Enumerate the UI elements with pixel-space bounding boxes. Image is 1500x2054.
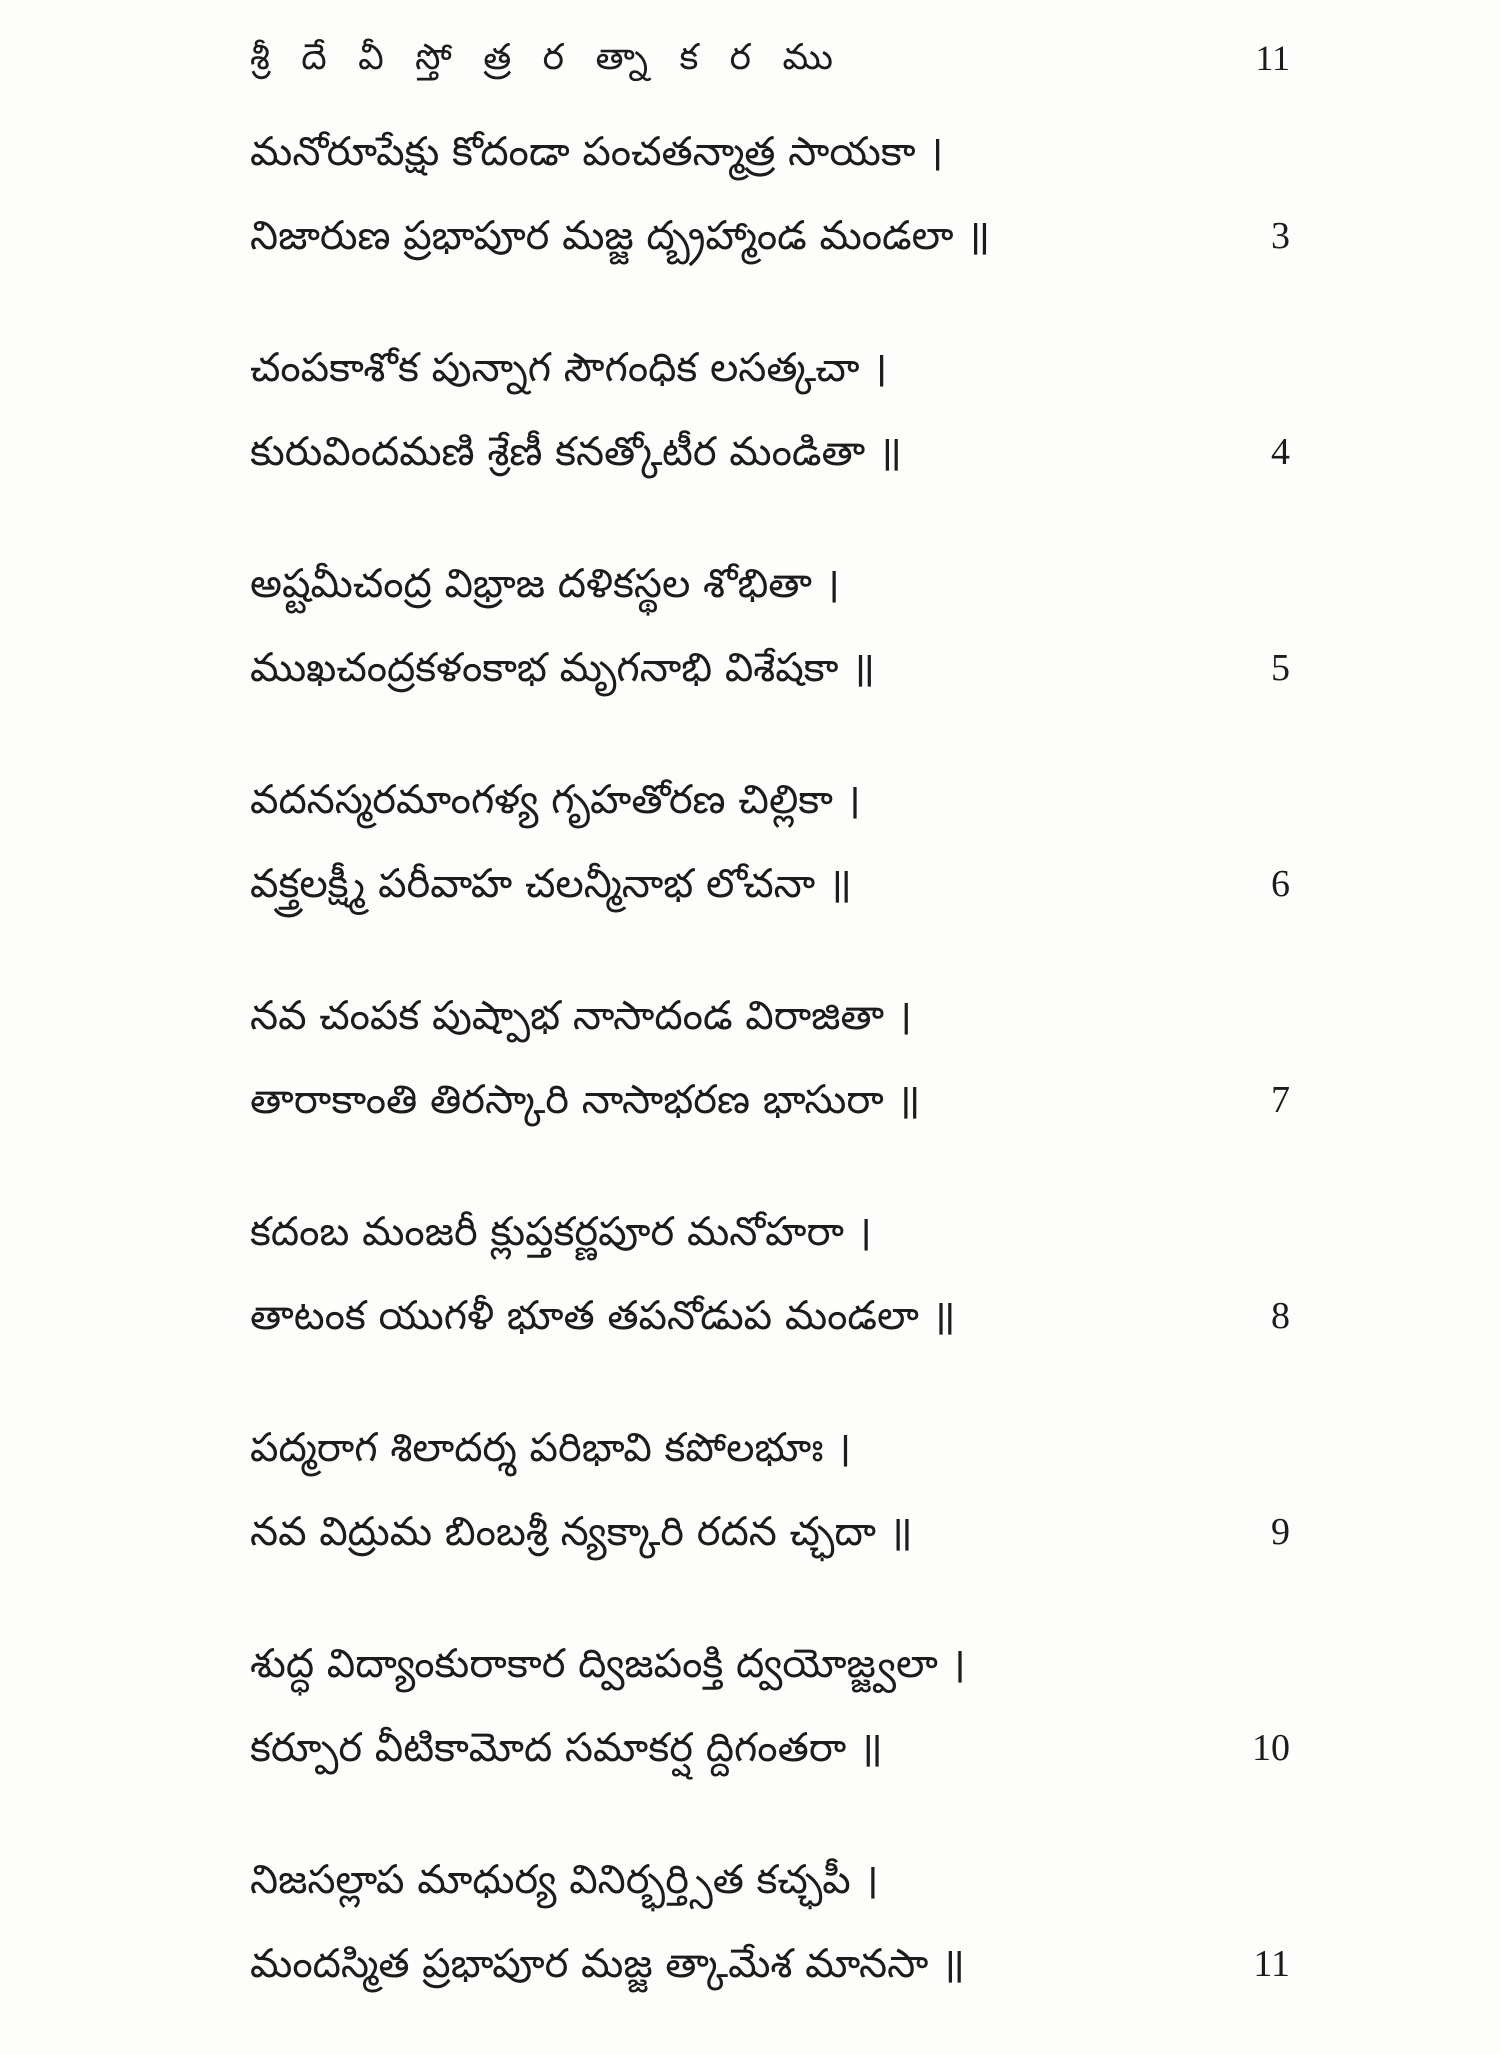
verse-3 — [250, 110, 1290, 326]
verse-line: కురువిందమణి శ్రేణీ కనత్కోటీర మండితా ॥ — [250, 429, 902, 475]
verse-line: అష్టమీచంద్ర విభ్రాజ దళికస్థల శోభితా । — [250, 561, 840, 607]
verse-line: నవ విద్రుమ బింబశ్రీ న్యక్కారి రదన చ్ఛదా ॥ — [250, 1509, 913, 1555]
verse-5 — [250, 542, 1290, 758]
verse-line: తాటంక యుగళీ భూత తపనోడుప మండలా ॥ — [250, 1293, 956, 1339]
verse-line: వక్త్రలక్ష్మీ పరీవాహ చలన్మీనాభ లోచనా ॥ — [250, 861, 852, 907]
verse-number: 8 — [1271, 1295, 1290, 1337]
verse-number: 10 — [1252, 1727, 1290, 1769]
verse-line: పద్మరాగ శిలాదర్శ పరిభావి కపోలభూః । — [250, 1425, 852, 1471]
verse-number: 7 — [1271, 1079, 1290, 1121]
verse-line: శుద్ధ విద్యాంకురాకార ద్విజపంక్తి ద్వయోజ్జ్వలా । — [250, 1641, 966, 1687]
verse-6 — [250, 758, 1290, 974]
verse-line: నిజారుణ ప్రభాపూర మజ్జ ద్బ్రహ్మాండ మండలా ॥ — [250, 213, 991, 259]
verse-10 — [250, 1622, 1290, 1838]
verse-4 — [250, 326, 1290, 542]
verse-number: 4 — [1271, 431, 1290, 473]
verse-line: మనోరూపేక్షు కోదండా పంచతన్మాత్ర సాయకా । — [250, 129, 944, 175]
verse-line: మందస్మిత ప్రభాపూర మజ్జ త్కామేశ మానసా ॥ — [250, 1941, 966, 1987]
verse-number: 9 — [1271, 1511, 1290, 1553]
running-header — [250, 28, 1290, 88]
verse-number: 3 — [1271, 215, 1290, 257]
page-number: 11 — [1255, 38, 1290, 78]
verse-number: 11 — [1253, 1943, 1290, 1985]
verse-line: చంపకాశోక పున్నాగ సౌగంధిక లసత్కచా । — [250, 345, 888, 391]
verse-line: నవ చంపక పుష్పాభ నాసాదండ విరాజితా । — [250, 993, 913, 1039]
verse-line: తారాకాంతి తిరస్కారి నాసాభరణ భాసురా ॥ — [250, 1077, 921, 1123]
verse-line: కర్పూర వీటికామోద సమాకర్ష ద్దిగంతరా ॥ — [250, 1725, 883, 1771]
verse-8 — [250, 1190, 1290, 1406]
verse-9 — [250, 1406, 1290, 1622]
verse-list — [250, 110, 1290, 2054]
verse-7 — [250, 974, 1290, 1190]
verse-11 — [250, 1838, 1290, 2054]
verse-line: వదనస్మరమాంగళ్య గృహతోరణ చిల్లికా । — [250, 777, 861, 823]
verse-line: ముఖచంద్రకళంకాభ మృగనాభి విశేషకా ॥ — [250, 645, 876, 691]
verse-line: నిజసల్లాప మాధుర్య వినిర్భర్త్సిత కచ్ఛపీ । — [250, 1857, 879, 1903]
header-title: శ్రీ దే వీ స్తో త్ర ర త్నా క ర ము — [250, 37, 844, 78]
verse-line: కదంబ మంజరీ క్లుప్తకర్ణపూర మనోహరా । — [250, 1209, 872, 1255]
verse-number: 5 — [1271, 647, 1290, 689]
verse-number: 6 — [1271, 863, 1290, 905]
